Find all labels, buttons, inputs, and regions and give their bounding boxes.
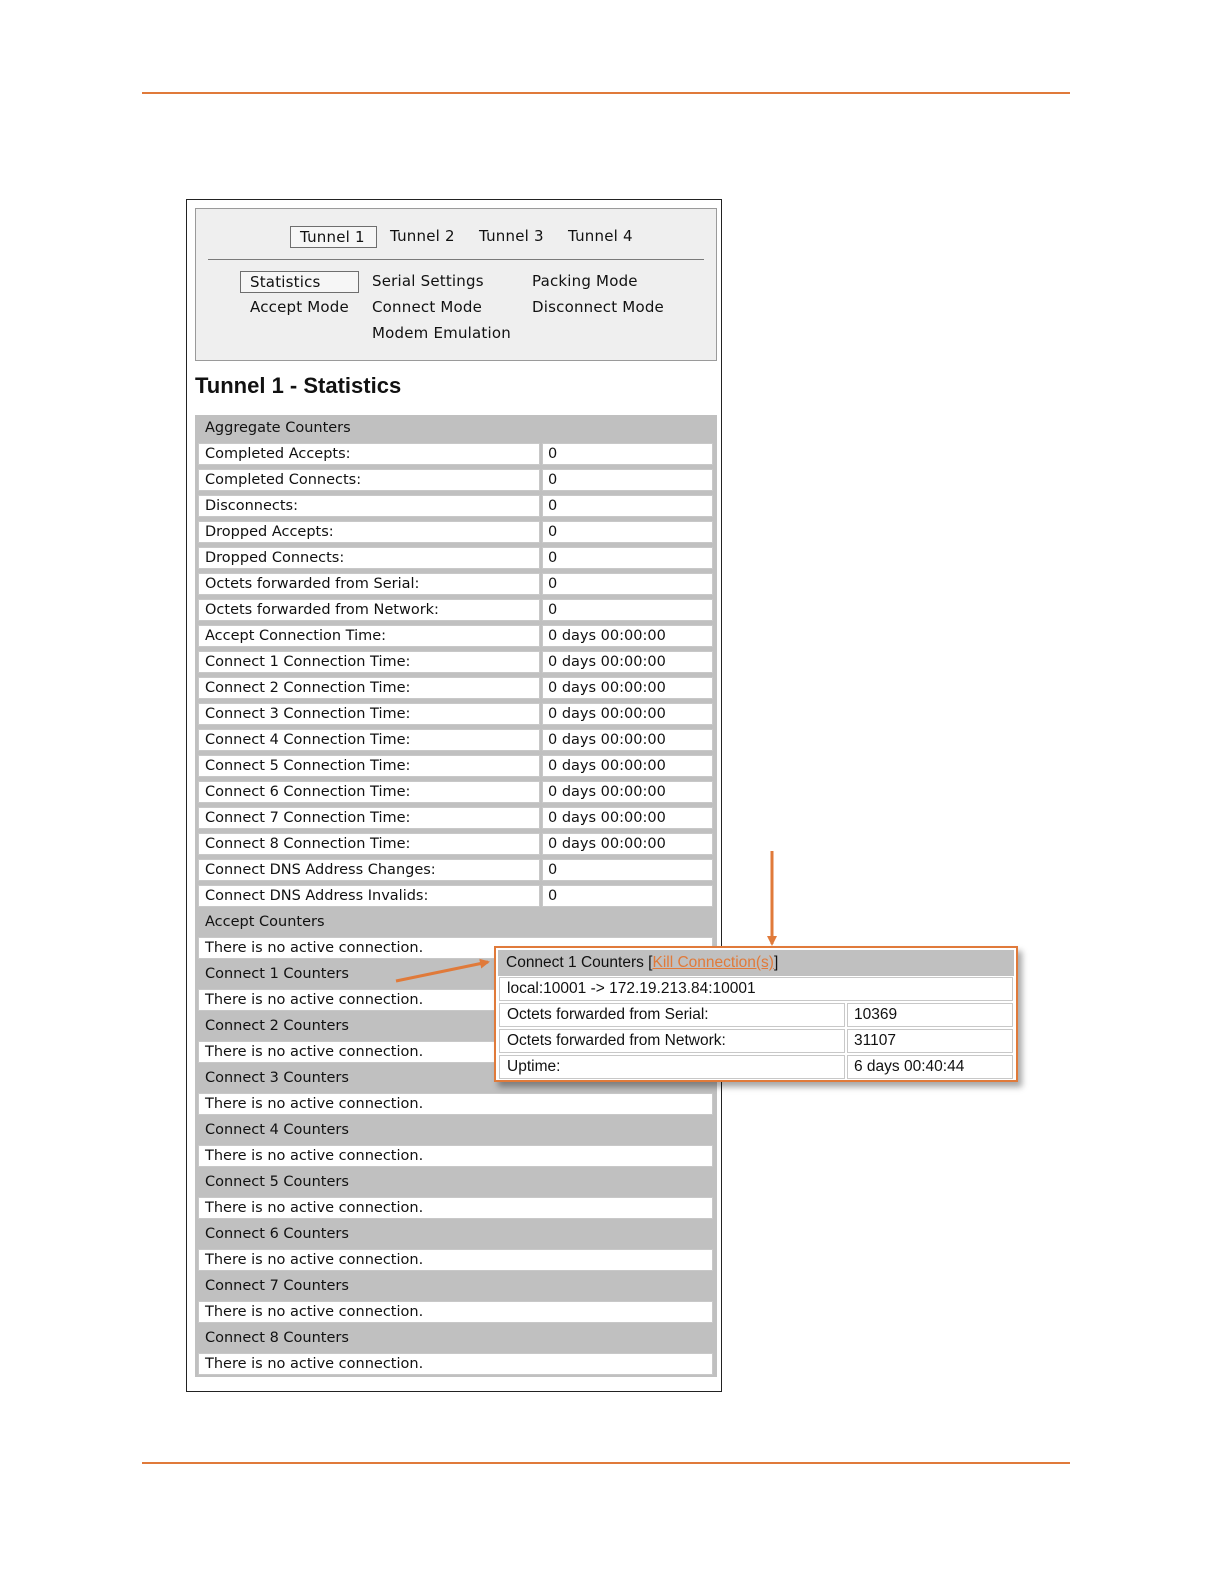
device-web-ui: [186, 199, 722, 1392]
row-label: Completed Connects:: [198, 469, 540, 491]
row-label: Connect 6 Connection Time:: [198, 781, 540, 803]
section-header: [195, 415, 717, 441]
table-row: [195, 805, 717, 831]
table-row: [195, 519, 717, 545]
section-header-label: Aggregate Counters: [205, 420, 351, 436]
row-value: 0 days 00:00:00: [542, 729, 713, 751]
subtab-packing-mode[interactable]: Packing Mode: [532, 272, 638, 290]
callout-row: [498, 1002, 1014, 1028]
table-row: [195, 493, 717, 519]
no-connection-message: There is no active connection.: [198, 1093, 713, 1115]
callout-value: 6 days 00:40:44: [847, 1055, 1013, 1079]
section-header-label: Connect 1 Counters: [205, 966, 349, 982]
callout-row: [498, 1028, 1014, 1054]
row-value: 0: [542, 547, 713, 569]
row-value: 0: [542, 885, 713, 907]
table-row: [195, 1143, 717, 1169]
row-value: 0: [542, 599, 713, 621]
subtab-accept-mode[interactable]: Accept Mode: [250, 298, 349, 316]
callout-row: [498, 1054, 1014, 1080]
statistics-table: [195, 415, 717, 1385]
no-connection-message: There is no active connection.: [198, 1041, 713, 1063]
row-label: Octets forwarded from Network:: [198, 599, 540, 621]
tab-tunnel-1[interactable]: Tunnel 1: [290, 226, 377, 248]
section-header-label: Connect 5 Counters: [205, 1174, 349, 1190]
subtab-disconnect-mode[interactable]: Disconnect Mode: [532, 298, 664, 316]
tab-tunnel-4[interactable]: Tunnel 4: [568, 227, 633, 245]
subtab-serial-settings[interactable]: Serial Settings: [372, 272, 484, 290]
section-header-label: Connect 7 Counters: [205, 1278, 349, 1294]
callout-label: Uptime:: [499, 1055, 845, 1079]
section-header: [195, 1273, 717, 1299]
table-row: [195, 649, 717, 675]
row-value: 0 days 00:00:00: [542, 755, 713, 777]
subtab-statistics[interactable]: Statistics: [240, 271, 359, 293]
row-value: 0 days 00:00:00: [542, 677, 713, 699]
row-value: 0 days 00:00:00: [542, 781, 713, 803]
row-label: Connect 1 Connection Time:: [198, 651, 540, 673]
section-header: [195, 1169, 717, 1195]
table-row: [195, 753, 717, 779]
callout-value: 10369: [847, 1003, 1013, 1027]
table-row: [195, 545, 717, 571]
row-value: 0: [542, 443, 713, 465]
no-connection-message: There is no active connection.: [198, 1249, 713, 1271]
callout-value: 31107: [847, 1029, 1013, 1053]
bracket-close: ]: [773, 954, 779, 971]
callout-header-title: Connect 1 Counters: [506, 954, 649, 971]
row-value: 0: [542, 495, 713, 517]
nav-divider: [208, 259, 704, 260]
table-row: [195, 701, 717, 727]
section-header: [195, 1221, 717, 1247]
connection-counters-callout: [494, 946, 1018, 1082]
row-label: Connect DNS Address Invalids:: [198, 885, 540, 907]
page-title: Tunnel 1 - Statistics: [195, 373, 402, 398]
row-label: Dropped Accepts:: [198, 521, 540, 543]
subtab-modem-emulation[interactable]: Modem Emulation: [372, 324, 511, 342]
table-row: [195, 857, 717, 883]
table-row: [195, 441, 717, 467]
kill-connections-link[interactable]: Kill Connection(s): [652, 954, 774, 971]
callout-label: Octets forwarded from Serial:: [499, 1003, 845, 1027]
row-value: 0: [542, 469, 713, 491]
section-header-label: Connect 3 Counters: [205, 1070, 349, 1086]
table-row: [195, 1247, 717, 1273]
row-label: Connect 8 Connection Time:: [198, 833, 540, 855]
table-row: [195, 1299, 717, 1325]
no-connection-message: There is no active connection.: [198, 1353, 713, 1375]
table-row: [195, 779, 717, 805]
callout-label: Octets forwarded from Network:: [499, 1029, 845, 1053]
row-value: 0 days 00:00:00: [542, 807, 713, 829]
table-row: [195, 571, 717, 597]
table-row: [195, 727, 717, 753]
no-connection-message: There is no active connection.: [198, 1145, 713, 1167]
row-value: 0 days 00:00:00: [542, 703, 713, 725]
bracket-open: [: [648, 954, 653, 971]
row-label: Completed Accepts:: [198, 443, 540, 465]
no-connection-message: There is no active connection.: [198, 989, 713, 1011]
row-label: Connect 7 Connection Time:: [198, 807, 540, 829]
callout-header: [498, 950, 1014, 976]
row-value: 0 days 00:00:00: [542, 625, 713, 647]
table-row: [195, 597, 717, 623]
section-header: [195, 1325, 717, 1351]
table-row: [195, 831, 717, 857]
row-value: 0: [542, 521, 713, 543]
connection-endpoint: local:10001 -> 172.19.213.84:10001: [499, 977, 1013, 1001]
table-row: [195, 883, 717, 909]
navigation-panel: [195, 208, 717, 361]
table-row: [195, 467, 717, 493]
no-connection-message: There is no active connection.: [198, 937, 713, 959]
table-row: [195, 1351, 717, 1377]
row-value: 0 days 00:00:00: [542, 833, 713, 855]
table-row: [195, 1091, 717, 1117]
tab-tunnel-3[interactable]: Tunnel 3: [479, 227, 544, 245]
page-bottom-rule: [142, 1462, 1070, 1464]
section-header-label: Connect 4 Counters: [205, 1122, 349, 1138]
no-connection-message: There is no active connection.: [198, 1301, 713, 1323]
subtab-connect-mode[interactable]: Connect Mode: [372, 298, 483, 316]
table-row: [195, 1195, 717, 1221]
section-header-label: Connect 2 Counters: [205, 1018, 349, 1034]
row-label: Octets forwarded from Serial:: [198, 573, 540, 595]
callout-row: [498, 976, 1014, 1002]
row-value: 0: [542, 859, 713, 881]
row-label: Disconnects:: [198, 495, 540, 517]
section-header-label: Accept Counters: [205, 914, 325, 930]
row-value: 0: [542, 573, 713, 595]
row-label: Connect 2 Connection Time:: [198, 677, 540, 699]
row-label: Connect 3 Connection Time:: [198, 703, 540, 725]
row-value: 0 days 00:00:00: [542, 651, 713, 673]
no-connection-message: There is no active connection.: [198, 1197, 713, 1219]
section-header-label: Connect 8 Counters: [205, 1330, 349, 1346]
table-row: [195, 675, 717, 701]
section-header: [195, 1117, 717, 1143]
section-header-label: Connect 6 Counters: [205, 1226, 349, 1242]
section-header: [195, 909, 717, 935]
row-label: Connect 5 Connection Time:: [198, 755, 540, 777]
page-top-rule: [142, 92, 1070, 94]
row-label: Connect DNS Address Changes:: [198, 859, 540, 881]
table-row: [195, 623, 717, 649]
tab-tunnel-2[interactable]: Tunnel 2: [390, 227, 455, 245]
row-label: Connect 4 Connection Time:: [198, 729, 540, 751]
row-label: Dropped Connects:: [198, 547, 540, 569]
row-label: Accept Connection Time:: [198, 625, 540, 647]
